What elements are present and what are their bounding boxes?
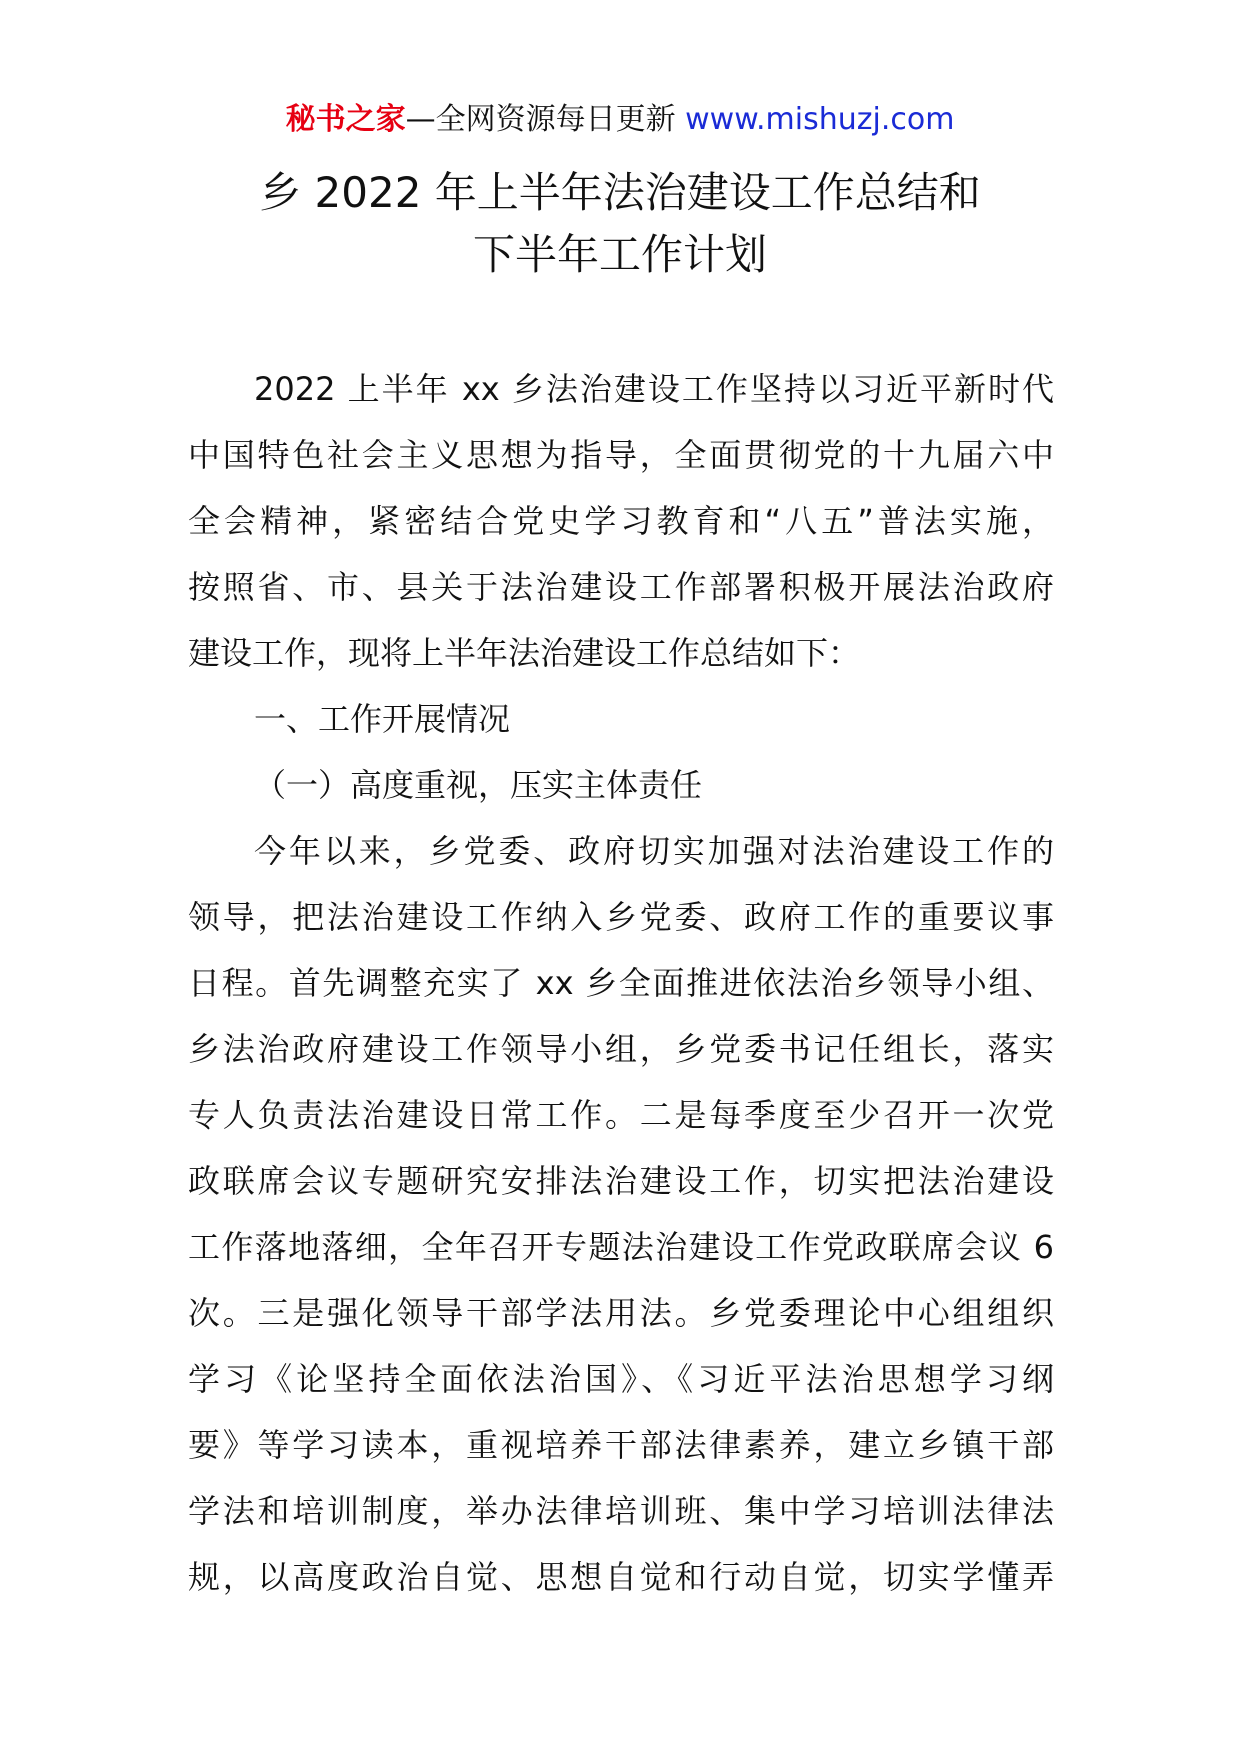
document-title xyxy=(0,162,1240,286)
body-line: 学法和培训制度，举办法律培训班、集中学习培训法律法 xyxy=(188,1492,1054,1530)
subsection-heading: （一）高度重视，压实主体责任 xyxy=(254,766,703,804)
title-line-2: 下半年工作计划 xyxy=(472,230,767,279)
section-heading: 一、工作开展情况 xyxy=(254,700,511,738)
body-line: 专人负责法治建设日常工作。二是每季度至少召开一次党 xyxy=(188,1096,1054,1134)
title-line-1: 乡 2022 年上半年法治建设工作总结和 xyxy=(259,168,981,217)
site-header xyxy=(0,100,1240,140)
document-body xyxy=(188,356,1054,1610)
body-line: 日程。首先调整充实了 xx 乡全面推进依法治乡领导小组、 xyxy=(188,964,1054,1002)
website-link[interactable]: www.mishuzj.com xyxy=(685,102,955,137)
header-slogan: —全网资源每日更新 xyxy=(405,102,686,137)
body-line: 2022 上半年 xx 乡法治建设工作坚持以习近平新时代 xyxy=(254,370,1054,408)
body-line: 领导，把法治建设工作纳入乡党委、政府工作的重要议事 xyxy=(188,898,1054,936)
body-line: 次。三是强化领导干部学法用法。乡党委理论中心组组织 xyxy=(188,1294,1054,1332)
body-line: 中国特色社会主义思想为指导，全面贯彻党的十九届六中 xyxy=(188,436,1054,474)
body-line: 按照省、市、县关于法治建设工作部署积极开展法治政府 xyxy=(188,568,1054,606)
body-line: 学习《论坚持全面依法治国》、《习近平法治思想学习纲 xyxy=(188,1360,1054,1398)
body-line: 政联席会议专题研究安排法治建设工作，切实把法治建设 xyxy=(188,1162,1054,1200)
body-line: 建设工作，现将上半年法治建设工作总结如下： xyxy=(188,634,861,672)
body-line: 要》等学习读本，重视培养干部法律素养，建立乡镇干部 xyxy=(188,1426,1054,1464)
body-line: 乡法治政府建设工作领导小组，乡党委书记任组长，落实 xyxy=(188,1030,1054,1068)
body-line: 今年以来，乡党委、政府切实加强对法治建设工作的 xyxy=(254,832,1054,870)
body-line: 全会精神，紧密结合党史学习教育和“八五”普法实施， xyxy=(188,502,1054,540)
brand-name: 秘书之家 xyxy=(285,102,406,137)
body-line: 工作落地落细，全年召开专题法治建设工作党政联席会议 6 xyxy=(188,1228,1054,1266)
body-line: 规，以高度政治自觉、思想自觉和行动自觉，切实学懂弄 xyxy=(188,1558,1054,1596)
